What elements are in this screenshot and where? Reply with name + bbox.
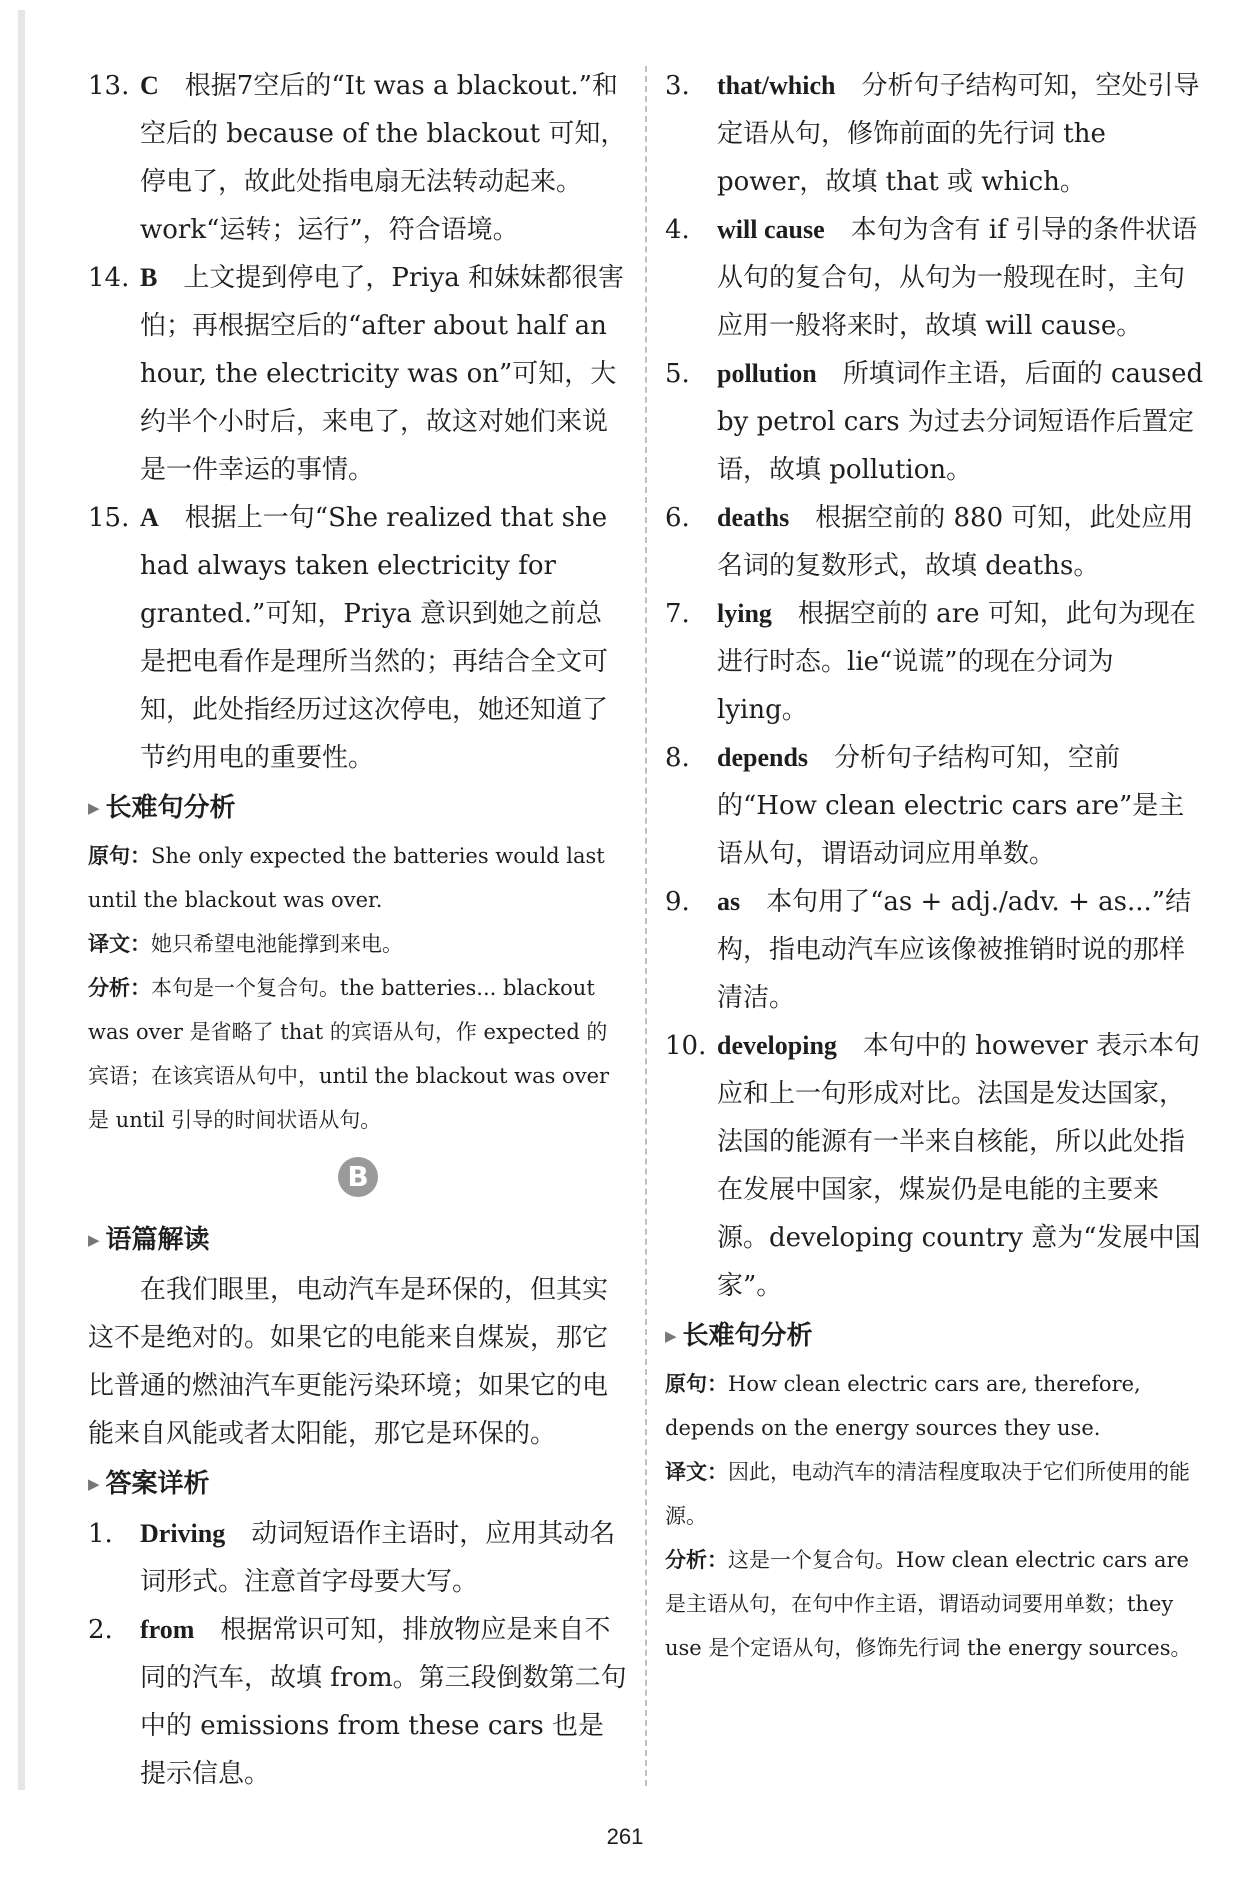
item-number: 13. — [88, 71, 130, 101]
answer-item-2 — [88, 1606, 628, 1798]
item-answer: lying — [717, 599, 772, 628]
answer-item-10 — [665, 1022, 1210, 1310]
item-explanation: 本句为含有 if 引导的条件状语从句的复合句，从句为一般现在时，主句应用一般将来时，故填 will cause。 — [717, 215, 1198, 341]
answer-item-7 — [665, 590, 1210, 734]
answer-item-5 — [665, 350, 1210, 494]
item-answer: that/which — [717, 71, 836, 100]
column-divider — [645, 66, 647, 1786]
passage-badge: B — [338, 1157, 378, 1197]
right-column — [665, 62, 1210, 1670]
item-answer: C — [140, 71, 159, 100]
triangle-bullet-icon: ▶ — [88, 1231, 100, 1249]
item-number: 3. — [665, 71, 690, 101]
item-answer: Driving — [140, 1519, 226, 1548]
translation: 译文：她只希望电池能撑到来电。 — [88, 932, 403, 956]
item-answer: will cause — [717, 215, 825, 244]
translation: 译文：因此，电动汽车的清洁程度取决于它们所使用的能源。 — [665, 1460, 1190, 1528]
item-number: 8. — [665, 743, 690, 773]
triangle-bullet-icon: ▶ — [88, 1475, 100, 1493]
item-answer: from — [140, 1615, 195, 1644]
item-number: 1. — [88, 1519, 113, 1549]
item-answer: developing — [717, 1031, 837, 1060]
item-answer: deaths — [717, 503, 790, 532]
item-answer: A — [140, 503, 159, 532]
answer-item-6 — [665, 494, 1210, 590]
triangle-bullet-icon: ▶ — [88, 799, 100, 817]
reading-summary: 在我们眼里，电动汽车是环保的，但其实这不是绝对的。如果它的电能来自煤炭，那它比普通的燃油汽车更能污染环境；如果它的电能来自风能或者太阳能，那它是环保的。 — [88, 1275, 609, 1449]
answer-item-14 — [88, 254, 628, 494]
item-number: 6. — [665, 503, 690, 533]
item-number: 10. — [665, 1031, 707, 1061]
item-explanation: 分析句子结构可知，空处引导定语从句，修饰前面的先行词 the power，故填 that 或 which。 — [717, 71, 1200, 197]
item-explanation: 根据空前的 are 可知，此句为现在进行时态。lie“说谎”的现在分词为 lying。 — [717, 599, 1196, 725]
item-number: 4. — [665, 215, 690, 245]
original-sentence: 原句：She only expected the batteries would last until the blackout was over. — [88, 844, 605, 912]
item-answer: B — [140, 263, 158, 292]
item-explanation: 分析句子结构可知，空前的“How clean electric cars are”是主语从句，谓语动词应用单数。 — [717, 743, 1185, 869]
item-explanation: 动词短语作主语时，应用其动名词形式。注意首字母要大写。 — [140, 1519, 616, 1597]
item-explanation: 根据7空后的“It was a blackout.”和空后的 because of the blackout 可知，停电了，故此处指电扇无法转动起来。work“运转；运行”，符合语境。 — [140, 71, 627, 245]
page-spine — [18, 10, 25, 1790]
triangle-bullet-icon: ▶ — [665, 1327, 677, 1345]
answer-item-9 — [665, 878, 1210, 1022]
item-number: 15. — [88, 503, 130, 533]
passage-badge-wrap — [88, 1154, 628, 1202]
analysis: 分析：本句是一个复合句。the batteries... blackout was over 是省略了 that 的宾语从句，作 expected 的宾语；在该宾语从句中，until the blackout was over 是 until 引导的时间状语从句。 — [88, 976, 610, 1132]
item-explanation: 根据常识可知，排放物应是来自不同的汽车，故填 from。第三段倒数第二句中的 emissions from these cars 也是提示信息。 — [140, 1615, 627, 1789]
item-explanation: 本句中的 however 表示本句应和上一句形成对比。法国是发达国家，法国的能源有一半来自核能，所以此处指在发展中国家，煤炭仍是电能的主要来源。developing country 意为“发展中国家”。 — [717, 1031, 1201, 1301]
answer-item-1 — [88, 1510, 628, 1606]
item-number: 5. — [665, 359, 690, 389]
answer-item-3 — [665, 62, 1210, 206]
item-number: 2. — [88, 1615, 113, 1645]
item-number: 14. — [88, 263, 130, 293]
section-heading-long-sentence: ▶ 长难句分析 — [665, 1321, 813, 1351]
section-heading-reading: ▶ 语篇解读 — [88, 1225, 210, 1255]
answer-item-4 — [665, 206, 1210, 350]
section-heading-long-sentence: ▶ 长难句分析 — [88, 793, 236, 823]
section-heading-answers: ▶ 答案详析 — [88, 1469, 210, 1499]
item-explanation: 根据上一句“She realized that she had always taken electricity for granted.”可知，Priya 意识到她之前总是把电看作是理所当然的；再结合全文可知，此处指经历过这次停电，她还知道了节约用电的重要性。 — [140, 503, 609, 773]
original-sentence: 原句：How clean electric cars are, therefore, depends on the energy sources they use. — [665, 1372, 1141, 1440]
answer-item-15 — [88, 494, 628, 782]
item-number: 7. — [665, 599, 690, 629]
page-number: 261 — [606, 1824, 644, 1849]
item-explanation: 上文提到停电了，Priya 和妹妹都很害怕；再根据空后的“after about half an hour, the electricity was on”可知，大约半个小时后，来电了，故这对她们来说是一件幸运的事情。 — [140, 263, 625, 485]
item-explanation: 根据空前的 880 可知，此处应用名词的复数形式，故填 deaths。 — [717, 503, 1194, 581]
item-answer: as — [717, 887, 741, 916]
answer-item-8 — [665, 734, 1210, 878]
analysis: 分析：这是一个复合句。How clean electric cars are 是主语从句，在句中作主语，谓语动词要用单数；they use 是个定语从句，修饰先行词 the energy sources。 — [665, 1548, 1192, 1660]
item-answer: pollution — [717, 359, 817, 388]
item-explanation: 本句用了“as + adj./adv. + as...”结构，指电动汽车应该像被推销时说的那样清洁。 — [717, 887, 1192, 1013]
item-number: 9. — [665, 887, 690, 917]
item-explanation: 所填词作主语，后面的 caused by petrol cars 为过去分词短语作后置定语，故填 pollution。 — [717, 359, 1204, 485]
answer-item-13 — [88, 62, 628, 254]
item-answer: depends — [717, 743, 809, 772]
left-column — [88, 62, 628, 1798]
